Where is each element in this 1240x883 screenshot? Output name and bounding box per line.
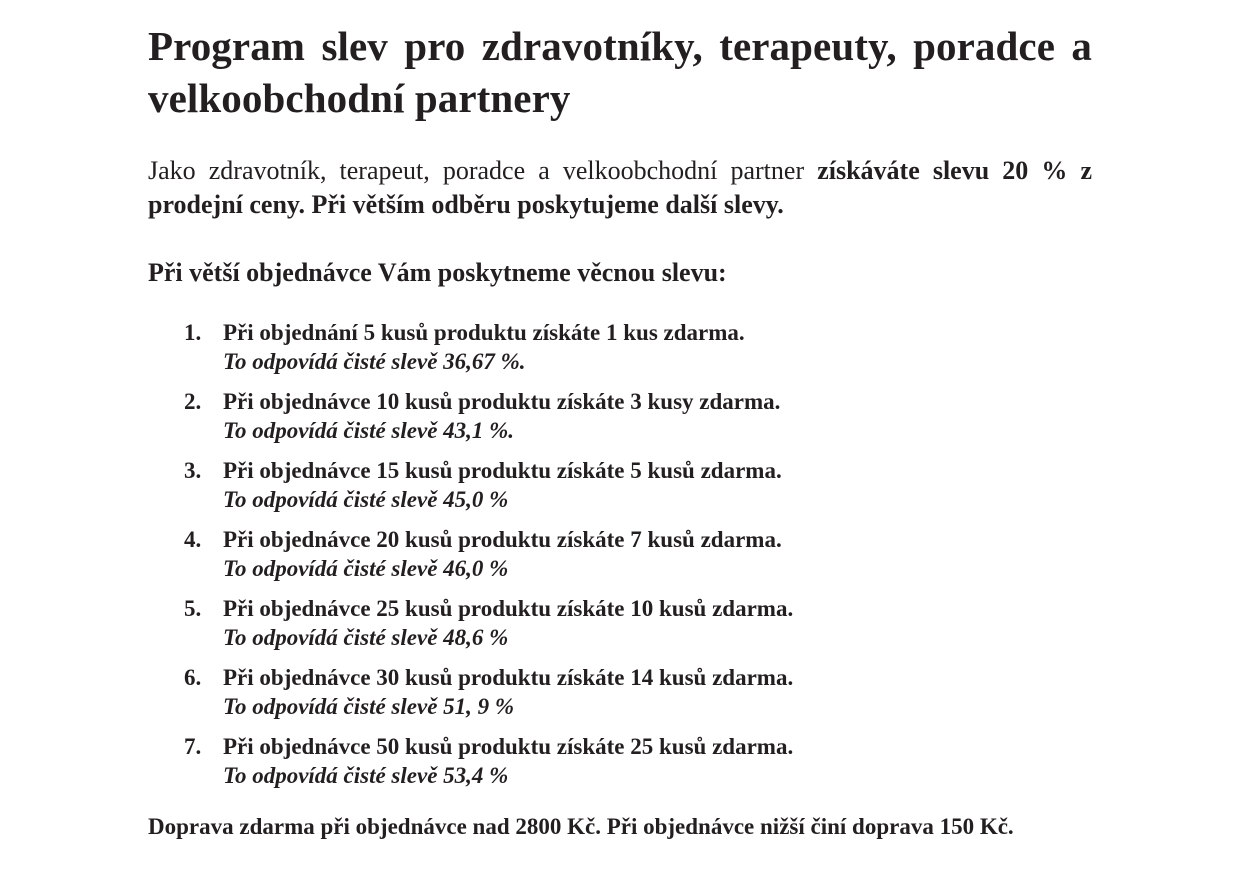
list-item-text: Při objednávce 20 kusů produktu získáte 7 kusů zdarma. (223, 527, 782, 552)
list-item-number: 6. (184, 665, 202, 690)
list-item-discount: To odpovídá čisté slevě 51, 9 % (223, 694, 515, 719)
list-item-text: Při objednání 5 kusů produktu získáte 1 kus zdarma. (223, 320, 745, 345)
shipping-note: Doprava zdarma při objednávce nad 2800 Kč. Při objednávce nižší činí doprava 150 Kč. (148, 814, 1014, 839)
list-item-text: Při objednávce 15 kusů produktu získáte 5 kusů zdarma. (223, 458, 782, 483)
page-title: Program slev pro zdravotníky, terapeuty, poradce a velkoobchodní partnery (148, 23, 1092, 121)
list-item (148, 387, 1092, 445)
list-item (148, 663, 1092, 721)
list-item-text: Při objednávce 25 kusů produktu získáte 10 kusů zdarma. (223, 596, 794, 621)
list-item-number: 5. (184, 596, 202, 621)
list-item-discount: To odpovídá čisté slevě 46,0 % (223, 556, 509, 581)
document-page (148, 20, 1092, 841)
intro-paragraph (148, 154, 1092, 222)
list-item (148, 525, 1092, 583)
list-item (148, 594, 1092, 652)
list-item-number: 2. (184, 389, 202, 414)
list-item (148, 456, 1092, 514)
list-item-number: 3. (184, 458, 202, 483)
list-item-discount: To odpovídá čisté slevě 53,4 % (223, 763, 509, 788)
list-item-discount: To odpovídá čisté slevě 36,67 %. (223, 349, 526, 374)
list-item-number: 1. (184, 320, 202, 345)
list-item (148, 318, 1092, 376)
list-item (148, 732, 1092, 790)
list-item-text: Při objednávce 50 kusů produktu získáte 25 kusů zdarma. (223, 734, 794, 759)
list-item-text: Při objednávce 10 kusů produktu získáte 3 kusy zdarma. (223, 389, 781, 414)
list-item-text: Při objednávce 30 kusů produktu získáte 14 kusů zdarma. (223, 665, 794, 690)
list-item-discount: To odpovídá čisté slevě 48,6 % (223, 625, 509, 650)
list-item-number: 7. (184, 734, 202, 759)
list-item-discount: To odpovídá čisté slevě 43,1 %. (223, 418, 515, 443)
intro-plain-text: Jako zdravotník, terapeut, poradce a velkoobchodní partner (148, 156, 818, 185)
list-item-number: 4. (184, 527, 202, 552)
list-item-discount: To odpovídá čisté slevě 45,0 % (223, 487, 509, 512)
intro-bold-text: získáváte slevu 20 % z prodejní ceny. Při větším odběru poskytujeme další slevy. (148, 156, 1092, 219)
discount-subheading: Při větší objednávce Vám poskytneme věcnou slevu: (148, 258, 727, 287)
discount-tier-list (148, 318, 1092, 790)
